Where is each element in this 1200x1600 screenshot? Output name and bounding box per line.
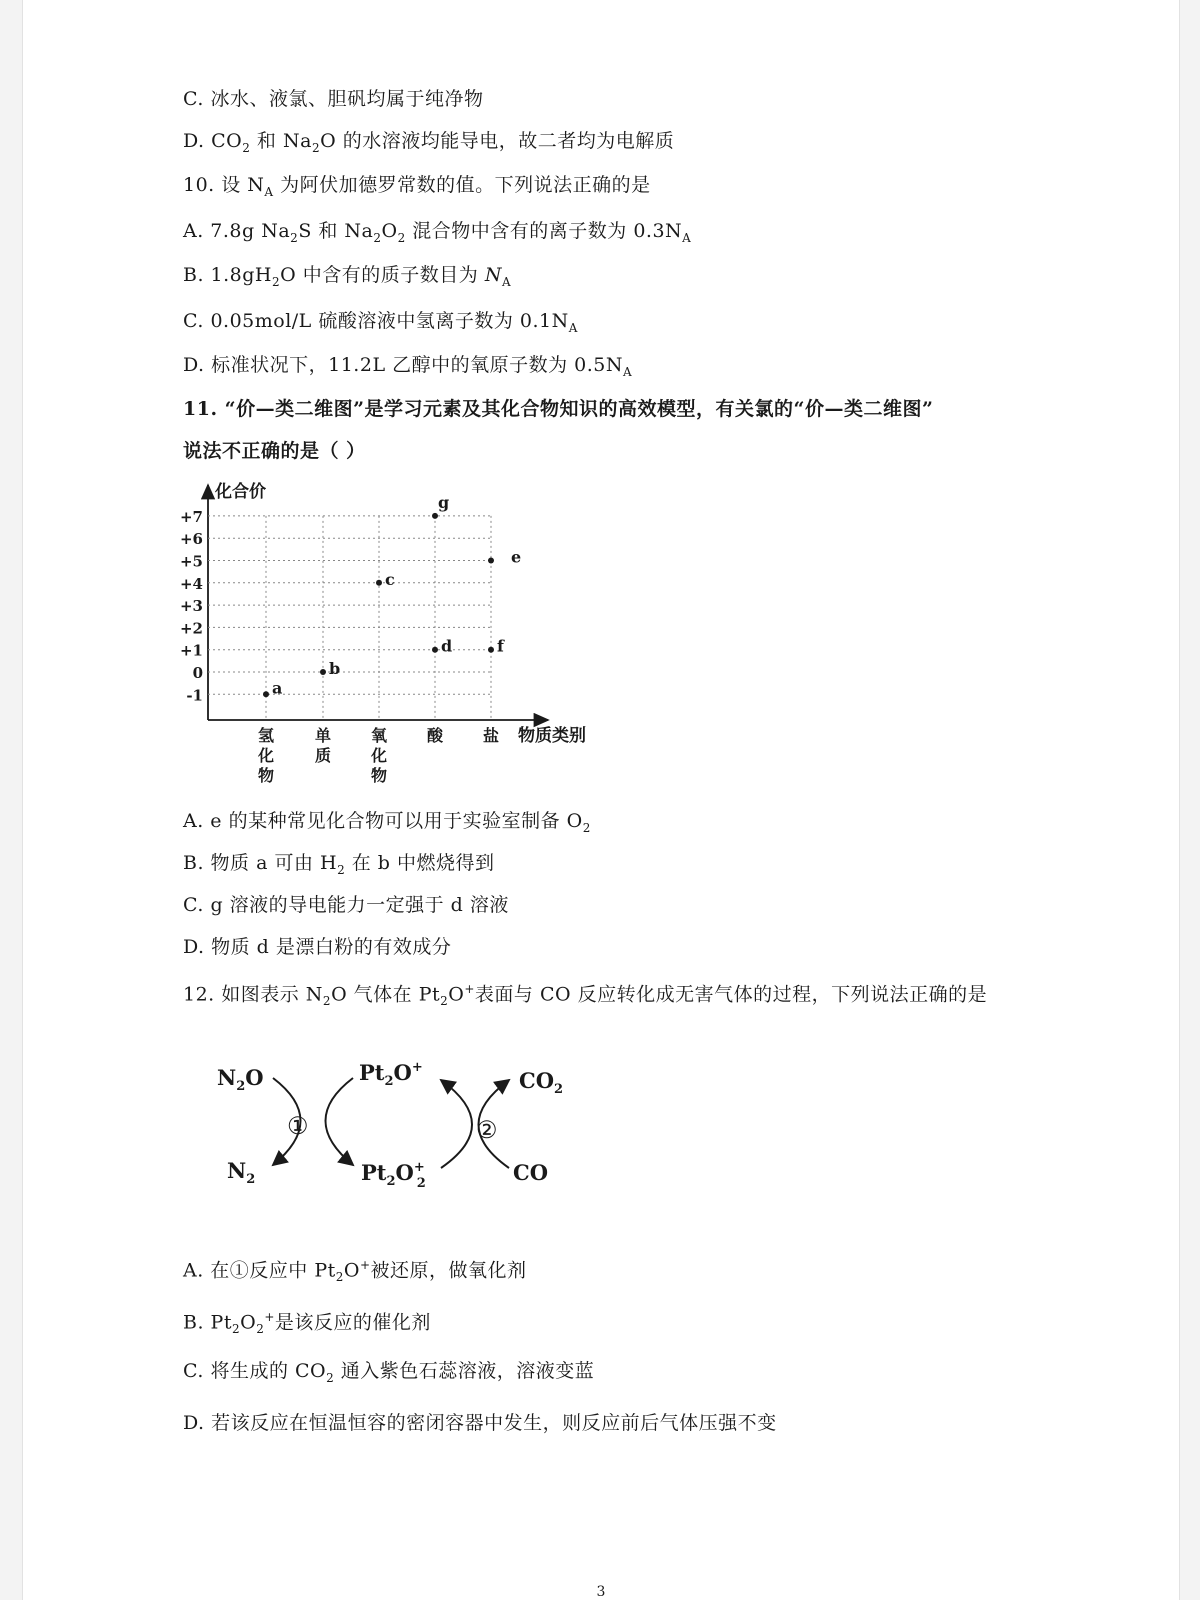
category-label: 盐 [482,726,500,745]
subscript: 2 [242,140,251,155]
subscript: 2 [373,230,382,245]
point-label-a: a [272,678,283,698]
subscript: 2 [322,994,332,1009]
text-part: B. 物质 a 可由 H [183,852,338,874]
y-tick-label: +2 [179,619,203,638]
subscript: A [568,320,578,335]
subscript: 2 [256,1322,265,1337]
point-label-c: c [385,569,395,589]
subscript: A [264,184,274,199]
n2-label: $N_2$ [227,1158,256,1187]
n2o-label: $N_2O$ [217,1065,264,1094]
q12-option-d [183,1410,777,1436]
italic-symbol: N [484,264,502,286]
text-part: D. 标准状况下，11.2L 乙醇中的氧原子数为 0.5N [183,354,623,376]
exam-page [22,0,1180,1600]
x-axis-title: 物质类别 [518,726,586,746]
subscript: A [622,364,633,379]
category-label: 氧化物 [370,726,388,785]
point-d [432,647,438,653]
step2-curve-right [441,1080,472,1168]
y-tick-label: +7 [179,507,203,526]
superscript: + [359,1258,371,1272]
text-part: O [381,220,398,242]
superscript: + [264,1310,275,1324]
text-part: 在 b 中燃烧得到 [345,852,495,874]
text-part: 11. “价—类二维图”是学习元素及其化合物知识的高效模型，有关氯的“价—类二维图” [183,398,934,420]
page-number: 3 [596,1584,606,1600]
q9-option-c-text: C. 冰水、液氯、胆矾均属于纯净物 [183,88,484,110]
subscript: 2 [397,230,406,245]
catalytic-cycle-diagram [193,1040,613,1210]
subscript: 2 [290,230,299,245]
text-part: 是该反应的催化剂 [274,1311,431,1334]
text-part: 混合物中含有的离子数为 0.3N [405,220,683,242]
point-label-f: f [497,636,504,656]
text-part: B. 1.8gH [183,264,272,286]
subscript: 2 [311,140,321,155]
subscript: A [682,230,692,245]
q12-option-c [183,1358,594,1391]
text-part: O [343,1259,360,1282]
text-part: C. 0.05mol/L 硫酸溶液中氢离子数为 0.1N [183,310,569,332]
category-label: 酸 [426,726,444,745]
y-tick-label: +4 [179,574,203,593]
point-label-g: g [438,492,450,512]
y-tick-label: +6 [179,530,203,549]
step1-label: ① [287,1112,309,1140]
subscript: 2 [582,820,591,835]
text-part: A. e 的某种常见化合物可以用于实验室制备 O [183,810,583,832]
q11-option-b [183,850,495,883]
text-part: 表面与 CO 反应转化成无害气体的过程，下列说法正确的是 [474,983,988,1006]
subscript: 2 [326,1370,335,1385]
point-label-b: b [329,659,341,678]
text-part: C. 将生成的 CO [183,1360,327,1382]
point-label-d: d [441,636,453,656]
point-label-e: e [511,547,522,567]
category-label: 单质 [314,726,332,765]
text-part: 和 Na [250,130,312,152]
y-axis-title: 化合价 [215,482,266,502]
subscript: 2 [440,994,449,1009]
q10-option-d [183,352,632,385]
point-g [432,513,438,519]
q10-option-a [183,218,691,251]
point-e [488,558,494,564]
text-part: D. 若该反应在恒温恒容的密闭容器中发生，则反应前后气体压强不变 [183,1412,777,1434]
text-part: O 中含有的质子数目为 [280,264,485,286]
point-a [263,691,269,697]
step1-curve-right [326,1078,354,1165]
q10-option-b [183,262,511,295]
y-tick-label: -1 [186,686,203,705]
subscript: 2 [337,862,346,877]
q11-stem-line2 [183,438,366,464]
q9-option-d [183,128,674,161]
y-tick-label: +1 [179,641,203,660]
text-part: 10. 设 N [183,174,265,196]
text-part: 被还原，做氧化剂 [370,1259,527,1282]
y-tick-label: +3 [179,597,203,616]
text-part: O 的水溶液均能导电，故二者均为电解质 [320,130,675,152]
q12-option-b [183,1304,431,1342]
text-part: C. g 溶液的导电能力一定强于 d 溶液 [183,894,509,916]
q10-option-c [183,308,578,341]
text-part: D. CO [183,130,243,152]
text-part: O [448,983,465,1006]
step2-label: ② [476,1116,498,1144]
q12-stem [183,976,987,1014]
point-c [376,580,382,586]
co2-label: $CO_2$ [519,1068,564,1097]
pt2o2-plus-label: $Pt_2O^+$ 2 [361,1160,426,1191]
q11-option-c [183,892,509,918]
subscript: 2 [272,274,281,289]
text-part: A. 7.8g Na [183,220,291,242]
valence-class-diagram [163,475,623,795]
q11-stem-line1 [183,396,933,422]
q11-option-d [183,934,451,960]
category-label: 氢化物 [257,726,275,785]
q10-stem [183,172,651,205]
q12-option-a [183,1252,527,1290]
y-tick-label: 0 [192,664,203,682]
text-part: 通入紫色石蕊溶液，溶液变蓝 [334,1360,595,1382]
subscript: 2 [231,1322,241,1337]
q9-option-c [183,86,483,112]
subscript: A [501,274,512,289]
point-f [488,647,494,653]
subscript: 2 [335,1270,344,1285]
text-part: B. Pt [183,1311,232,1334]
text-part: 说法不正确的是（ ） [183,440,366,462]
text-part: O 气体在 Pt [331,983,441,1006]
text-part: D. 物质 d 是漂白粉的有效成分 [183,936,452,958]
point-b [320,669,326,675]
y-tick-label: +5 [179,552,203,571]
text-part: A. 在①反应中 Pt [183,1259,336,1282]
pt2o-plus-label: $Pt_2O^+$ [359,1060,423,1089]
superscript: + [464,982,475,996]
text-part: 12. 如图表示 N [183,983,323,1006]
q11-option-a [183,808,591,841]
text-part: 为阿伏加德罗常数的值。下列说法正确的是 [273,174,651,196]
text-part: S 和 Na [298,220,374,242]
text-part: O [240,1311,257,1334]
co-label: CO [513,1160,549,1185]
